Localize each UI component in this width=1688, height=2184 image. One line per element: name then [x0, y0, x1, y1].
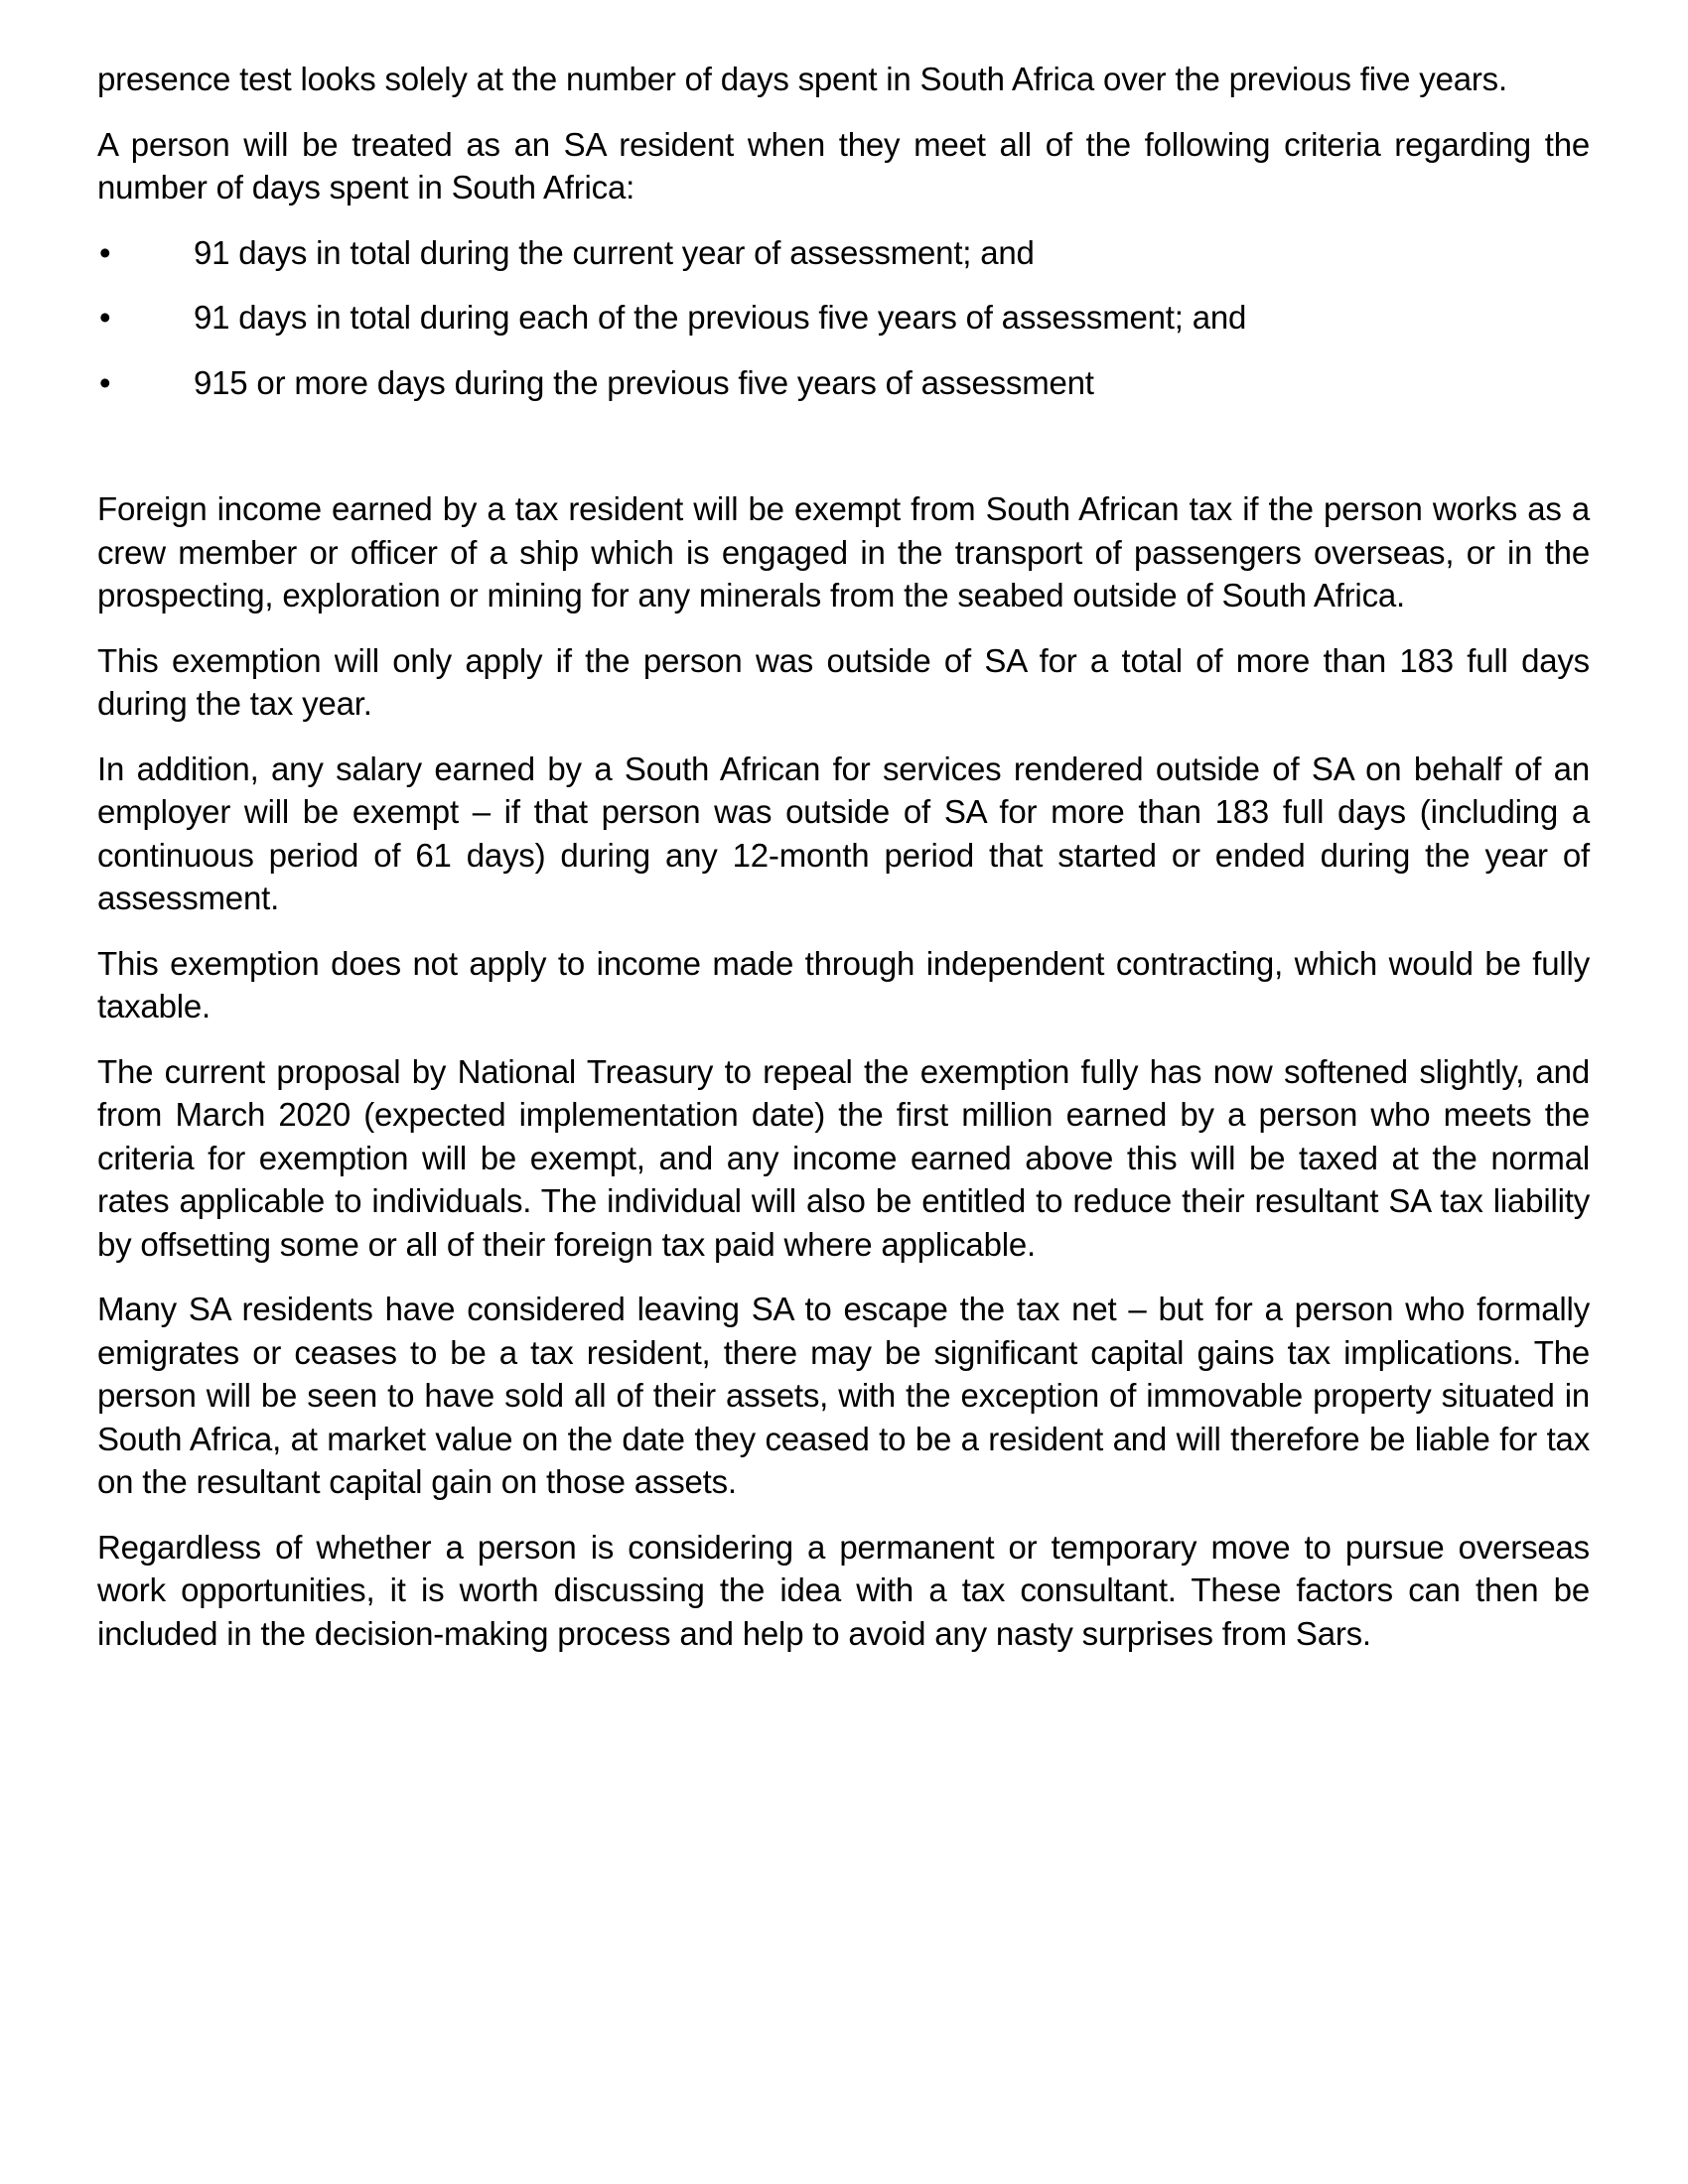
- paragraph-emigration-cgt: Many SA residents have considered leaving SA to escape the tax net – but for a person who formally emigrates or ceases to be a tax resident, there may be significant capital gains tax implications. The person will be seen to have sold all of their assets, with the exception of immovable property situated in South Africa, at market value on the date they ceased to be a resident and will therefore be liable for tax on the resultant capital gain on those assets.: [97, 1291, 1590, 1500]
- paragraph-foreign-income-exemption: Foreign income earned by a tax resident will be exempt from South African tax if the person works as a crew member or officer of a ship which is engaged in the transport of passengers overseas, or in the prospecting, exploration or mining for any minerals from the seabed outside of South Africa.: [97, 490, 1590, 614]
- bullet-icon: •: [99, 299, 111, 336]
- criteria-list-item: [97, 231, 1590, 275]
- bullet-icon: •: [99, 233, 111, 271]
- section-spacer: [97, 426, 1590, 487]
- paragraph-independent-contracting: This exemption does not apply to income made through independent contracting, which would be fully taxable.: [97, 944, 1590, 1024]
- paragraph-183-days-condition: This exemption will only apply if the person was outside of SA for a total of more than 183 full days during the tax year.: [97, 641, 1590, 722]
- paragraph-consult-advice: Regardless of whether a person is considering a permanent or temporary move to pursue overseas work opportunities, it is worth discussing the idea with a tax consultant. These factors can then be included in the decision-making process and help to avoid any nasty surprises from Sars.: [97, 1528, 1590, 1652]
- paragraph-salary-exemption: In addition, any salary earned by a South African for services rendered outside of SA on behalf of an employer will be exempt – if that person was outside of SA for more than 183 full days (including a continuous period of 61 days) during any 12-month period that started or ended during the year of assessment.: [97, 750, 1590, 916]
- criteria-list-item: [97, 361, 1590, 405]
- criteria-text: 91 days in total during the current year of assessment; and: [194, 233, 1035, 271]
- paragraph-treasury-proposal: The current proposal by National Treasury to repeal the exemption fully has now softened slightly, and from March 2020 (expected implementation date) the first million earned by a person who meets the criteria for exemption will be exempt, and any income earned above this will be taxed at the normal rates applicable to individuals. The individual will also be entitled to reduce their resultant SA tax liability by offsetting some or all of their foreign tax paid where applicable.: [97, 1052, 1590, 1263]
- paragraph-residency-criteria-intro: A person will be treated as an SA resident when they meet all of the following criteria regarding the number of days spent in South Africa:: [97, 125, 1590, 205]
- criteria-text: 915 or more days during the previous five years of assessment: [194, 363, 1094, 401]
- paragraph-presence-test: presence test looks solely at the number of days spent in South Africa over the previous five years.: [97, 61, 1507, 97]
- criteria-list-item: [97, 296, 1590, 340]
- criteria-text: 91 days in total during each of the previous five years of assessment; and: [194, 299, 1247, 336]
- criteria-list: [97, 231, 1590, 405]
- bullet-icon: •: [99, 363, 111, 401]
- document-page: [97, 58, 1590, 1677]
